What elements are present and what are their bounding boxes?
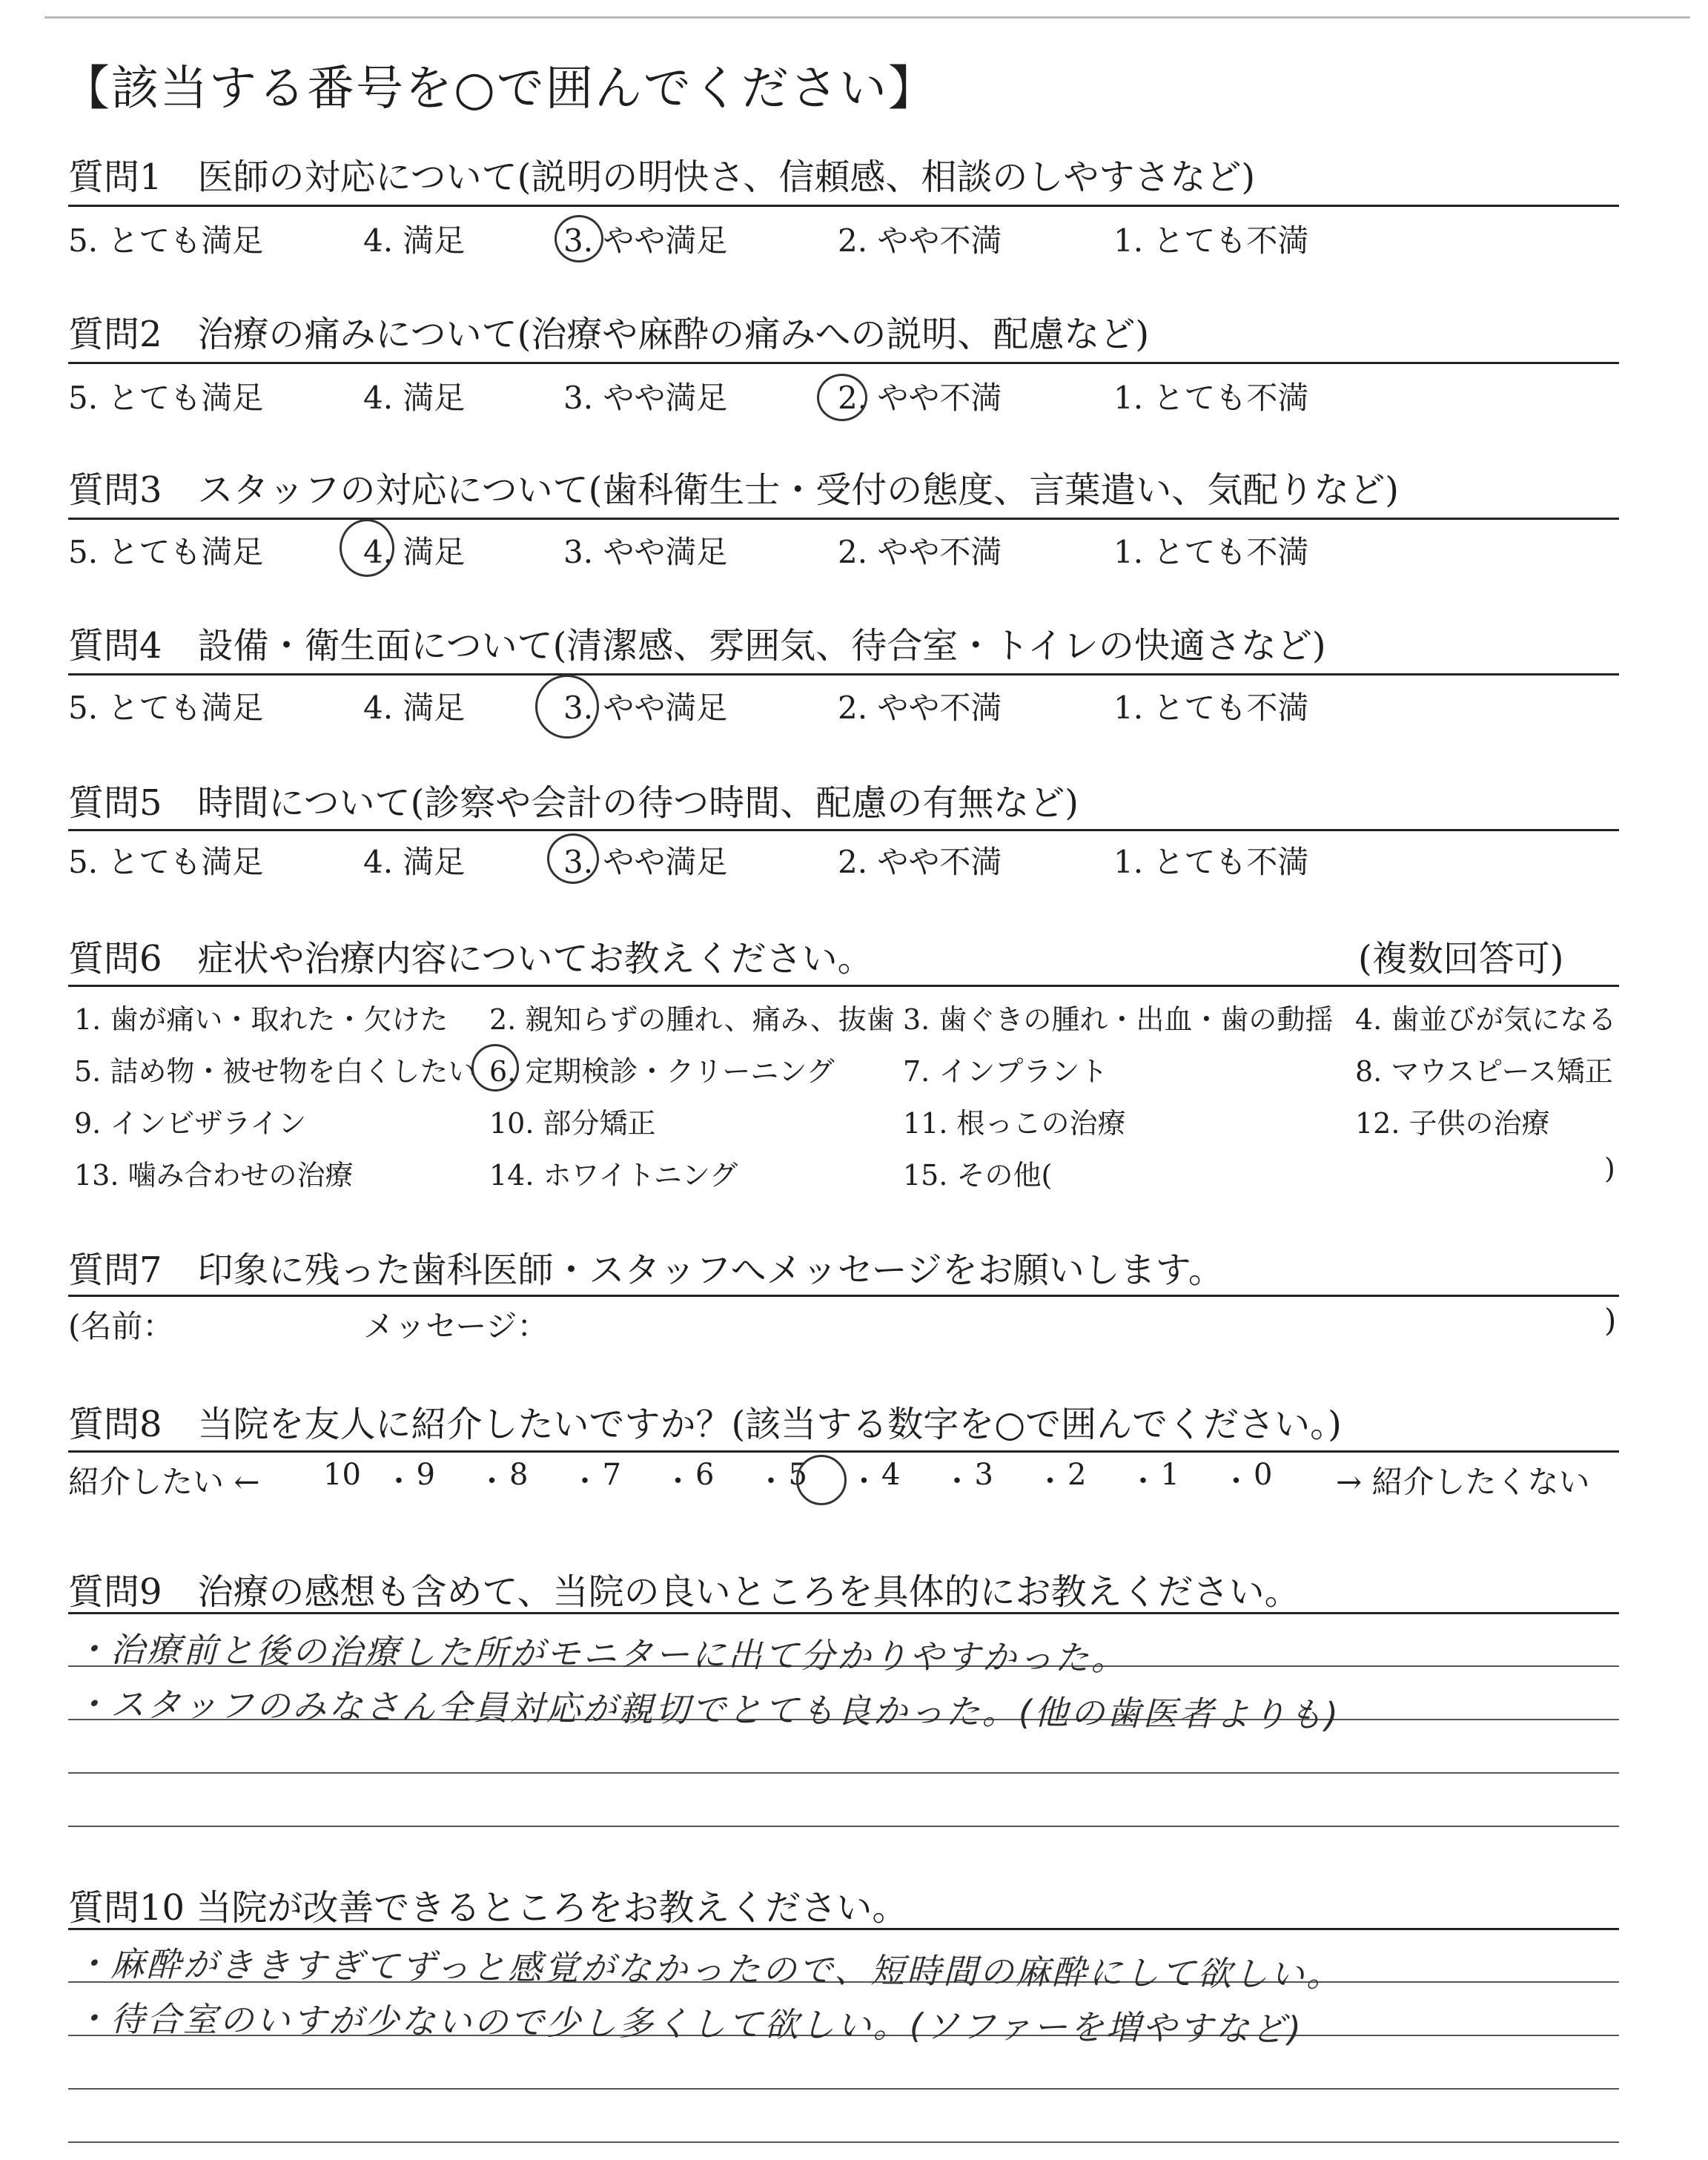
- q8-scale-number[interactable]: 3: [974, 1458, 993, 1492]
- q5-rule: [68, 829, 1619, 831]
- q6-option-13[interactable]: 13. 噛み合わせの治療: [74, 1159, 354, 1192]
- q8-scale-separator: ・: [849, 1464, 879, 1499]
- q5-selection-circle: [547, 833, 599, 884]
- q7-close: ): [1604, 1302, 1617, 1338]
- q3-option-3[interactable]: 3. やや満足: [563, 534, 728, 570]
- q8-scale-separator: ・: [663, 1464, 693, 1499]
- q4-selection-circle: [535, 675, 599, 739]
- q1-option-2[interactable]: 2. やや不満: [838, 222, 1002, 259]
- q6-option-3[interactable]: 3. 歯ぐきの腫れ・出血・歯の動揺: [903, 1003, 1334, 1036]
- q8-selection-circle: [796, 1455, 847, 1505]
- q5-option-3[interactable]: 3. やや満足: [563, 844, 728, 880]
- q8-scale-number[interactable]: 6: [695, 1458, 715, 1492]
- q5-option-5[interactable]: 5. とても満足: [68, 844, 264, 880]
- q3-selection-circle: [340, 519, 394, 577]
- q6-option-9[interactable]: 9. インビザライン: [74, 1107, 307, 1140]
- q10-answer-1: ・麻酔がききすぎてずっと感覚がなかったので、短時間の麻酔にして欲しい。: [73, 1943, 1343, 1995]
- q2-option-3[interactable]: 3. やや満足: [563, 380, 728, 416]
- q8-scale-separator: ・: [477, 1464, 507, 1499]
- q1-option-3[interactable]: 3. やや満足: [563, 222, 728, 259]
- q3-title: 質問3 スタッフの対応について(歯科衛生士・受付の態度、言葉遣い、気配りなど): [68, 469, 1400, 511]
- q8-left-label: 紹介したい ←: [68, 1464, 260, 1500]
- q7-rule: [68, 1295, 1619, 1297]
- q6-rule: [68, 985, 1619, 987]
- q9-rule-5: [68, 1826, 1619, 1827]
- q6-selection-circle: [471, 1044, 519, 1091]
- q1-selection-circle: [555, 215, 603, 262]
- q5-option-1[interactable]: 1. とても不満: [1113, 844, 1309, 880]
- q10-answer-2: ・待合室のいすが少ないので少し多くして欲しい。(ソファーを増やすなど): [73, 1998, 1304, 2050]
- q2-option-4[interactable]: 4. 満足: [363, 380, 466, 416]
- q3-rule: [68, 518, 1619, 520]
- q3-option-1[interactable]: 1. とても不満: [1113, 534, 1309, 570]
- q10-title: 質問10 当院が改善できるところをお教えください。: [68, 1887, 908, 1929]
- q8-scale-separator: ・: [1035, 1464, 1065, 1499]
- q8-scale-number[interactable]: 0: [1254, 1458, 1273, 1492]
- q4-option-2[interactable]: 2. やや不満: [838, 690, 1002, 726]
- q8-scale-number[interactable]: 7: [602, 1458, 621, 1492]
- q8-scale-number[interactable]: 2: [1068, 1458, 1087, 1492]
- q6-other-close: ): [1604, 1152, 1615, 1185]
- top-border: [44, 16, 1690, 19]
- q8-scale-number[interactable]: 8: [509, 1458, 529, 1492]
- q6-option-4[interactable]: 4. 歯並びが気になる: [1355, 1003, 1617, 1036]
- q8-rule: [68, 1450, 1619, 1453]
- instruction-header: 【該当する番号を○で囲んでください】: [62, 62, 937, 116]
- q7-name-label: (名前：: [68, 1308, 174, 1344]
- q9-answer-2: ・スタッフのみなさん全員対応が親切でとても良かった。(他の歯医者よりも): [73, 1684, 1341, 1735]
- q6-option-5[interactable]: 5. 詰め物・被せ物を白くしたい: [74, 1055, 477, 1088]
- q3-option-4[interactable]: 4. 満足: [363, 534, 466, 570]
- q4-option-5[interactable]: 5. とても満足: [68, 690, 264, 726]
- q8-scale-separator: ・: [1221, 1464, 1251, 1499]
- q9-rule-4: [68, 1772, 1619, 1774]
- q8-right-label: → 紹介したくない: [1336, 1464, 1590, 1500]
- q6-multiple-note: (複数回答可): [1358, 938, 1564, 980]
- q4-rule: [68, 673, 1619, 676]
- q2-title: 質問2 治療の痛みについて(治療や麻酔の痛みへの説明、配慮など): [68, 314, 1150, 355]
- q6-option-15[interactable]: 15. その他(: [903, 1159, 1053, 1192]
- q2-option-5[interactable]: 5. とても満足: [68, 380, 264, 416]
- q2-rule: [68, 362, 1619, 364]
- q9-answer-1: ・治療前と後の治療した所がモニターに出て分かりやすかった。: [73, 1629, 1128, 1679]
- q10-rule-5: [68, 2141, 1619, 2143]
- q10-rule-1: [68, 1928, 1619, 1930]
- q1-rule: [68, 205, 1619, 207]
- q8-scale-number[interactable]: 1: [1160, 1458, 1179, 1492]
- q1-option-1[interactable]: 1. とても不満: [1113, 222, 1309, 259]
- q8-title: 質問8 当院を友人に紹介したいですか？(該当する数字を○で囲んでください。): [68, 1404, 1342, 1445]
- q2-option-2[interactable]: 2. やや不満: [838, 380, 1002, 416]
- q6-option-14[interactable]: 14. ホワイトニング: [489, 1159, 738, 1192]
- q6-option-10[interactable]: 10. 部分矯正: [489, 1107, 656, 1140]
- q6-option-6[interactable]: 6. 定期検診・クリーニング: [489, 1055, 835, 1088]
- q5-option-2[interactable]: 2. やや不満: [838, 844, 1002, 880]
- q3-option-5[interactable]: 5. とても満足: [68, 534, 264, 570]
- q9-title: 質問9 治療の感想も含めて、当院の良いところを具体的にお教えください。: [68, 1571, 1300, 1613]
- q1-title: 質問1 医師の対応について(説明の明快さ、信頼感、相談のしやすさなど): [68, 156, 1256, 198]
- q4-title: 質問4 設備・衛生面について(清潔感、雰囲気、待合室・トイレの快適さなど): [68, 625, 1326, 667]
- q4-option-4[interactable]: 4. 満足: [363, 690, 466, 726]
- q4-option-3[interactable]: 3. やや満足: [563, 690, 728, 726]
- q8-scale-number[interactable]: 10: [323, 1458, 361, 1492]
- q6-option-11[interactable]: 11. 根っこの治療: [903, 1107, 1126, 1140]
- q8-scale-number[interactable]: 9: [416, 1458, 435, 1492]
- q5-title: 質問5 時間について(診察や会計の待つ時間、配慮の有無など): [68, 782, 1079, 824]
- q2-option-1[interactable]: 1. とても不満: [1113, 380, 1309, 416]
- q3-option-2[interactable]: 2. やや不満: [838, 534, 1002, 570]
- q8-scale-separator: ・: [756, 1464, 786, 1499]
- q6-option-2[interactable]: 2. 親知らずの腫れ、痛み、抜歯: [489, 1003, 895, 1036]
- q8-scale-separator: ・: [942, 1464, 972, 1499]
- q7-title: 質問7 印象に残った歯科医師・スタッフへメッセージをお願いします。: [68, 1249, 1224, 1291]
- q2-selection-circle: [817, 374, 867, 421]
- q1-option-5[interactable]: 5. とても満足: [68, 222, 264, 259]
- q7-message-label: メッセージ：: [363, 1308, 549, 1344]
- q9-rule-1: [68, 1612, 1619, 1614]
- q8-scale-separator: ・: [1128, 1464, 1158, 1499]
- q8-scale-number[interactable]: 5: [788, 1458, 807, 1492]
- q5-option-4[interactable]: 4. 満足: [363, 844, 466, 880]
- q4-option-1[interactable]: 1. とても不満: [1113, 690, 1309, 726]
- q6-option-8[interactable]: 8. マウスピース矯正: [1355, 1055, 1613, 1088]
- q1-option-4[interactable]: 4. 満足: [363, 222, 466, 259]
- q6-option-7[interactable]: 7. インプラント: [903, 1055, 1108, 1088]
- q8-scale-separator: ・: [384, 1464, 414, 1499]
- q8-scale-separator: ・: [570, 1464, 600, 1499]
- q6-option-1[interactable]: 1. 歯が痛い・取れた・欠けた: [74, 1003, 448, 1036]
- q6-option-12[interactable]: 12. 子供の治療: [1355, 1107, 1550, 1140]
- q8-scale-number[interactable]: 4: [881, 1458, 901, 1492]
- q10-rule-4: [68, 2088, 1619, 2090]
- q6-title: 質問6 症状や治療内容についてお教えください。: [68, 938, 873, 980]
